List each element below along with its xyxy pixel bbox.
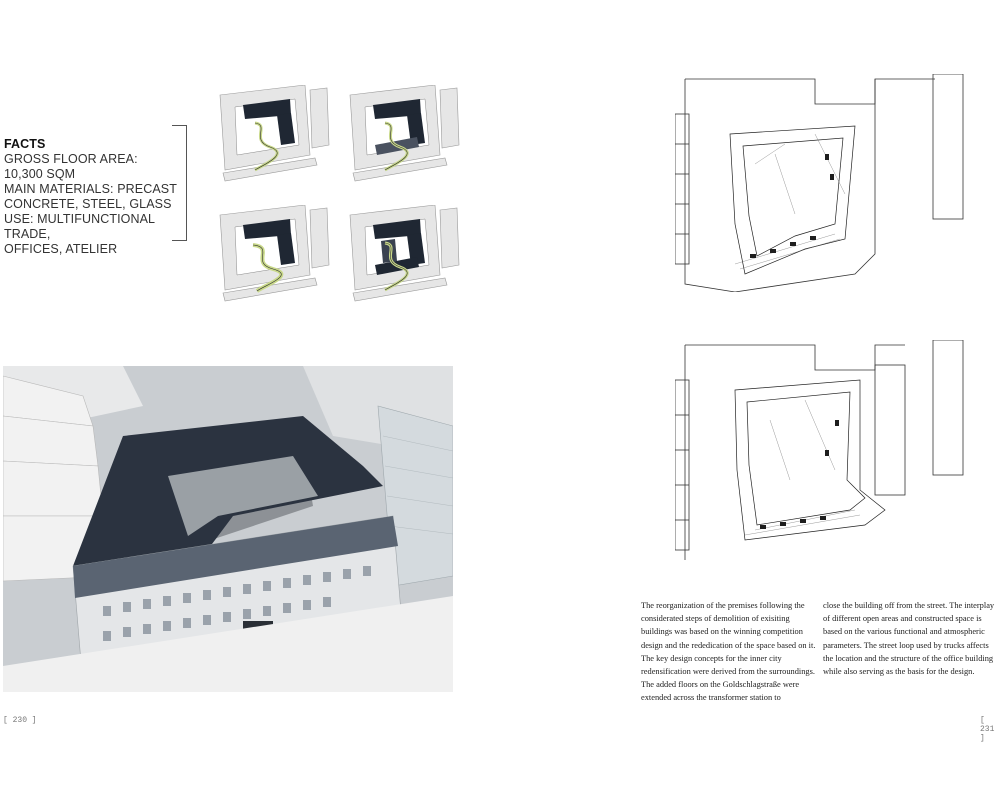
site-diagram-4 xyxy=(345,205,460,305)
site-diagram-1 xyxy=(215,85,330,185)
site-diagram-3 xyxy=(215,205,330,305)
body-text-column-1: The reorganization of the premises following the considerated steps of demolition of exisiting buildings was based on the winning competition design and the rededication of the space based on it. The key design concepts for the inner city redensification were derived from the surroundings. The added floors on the Goldschlagstraße were extended across the transformer station to xyxy=(641,601,816,703)
facts-line: USE: MULTIFUNCTIONAL TRADE, xyxy=(4,212,155,241)
facts-line: CONCRETE, STEEL, GLASS xyxy=(4,197,172,211)
facts-line: MAIN MATERIALS: PRECAST xyxy=(4,182,177,196)
aerial-rendering xyxy=(3,366,453,692)
facts-bracket xyxy=(172,125,187,241)
page-number-right: [ 231 ] xyxy=(980,716,995,743)
floor-plan-lower xyxy=(675,340,965,565)
floor-plan-upper xyxy=(675,74,965,292)
facts-block xyxy=(4,137,179,257)
site-diagram-2 xyxy=(345,85,460,185)
body-text-column-2: close the building off from the street. The interplay of different open areas and constructed space is based on the various functional and atmospheric parameters. The street loop used by trucks affects the location and the structure of the office building while also serving as the basis for the design. xyxy=(823,601,995,677)
facts-line: OFFICES, ATELIER xyxy=(4,242,118,256)
facts-line: GROSS FLOOR AREA: 10,300 SQM xyxy=(4,152,138,181)
facts-heading: FACTS xyxy=(4,137,46,151)
page-number-left: [ 230 ] xyxy=(3,716,37,725)
